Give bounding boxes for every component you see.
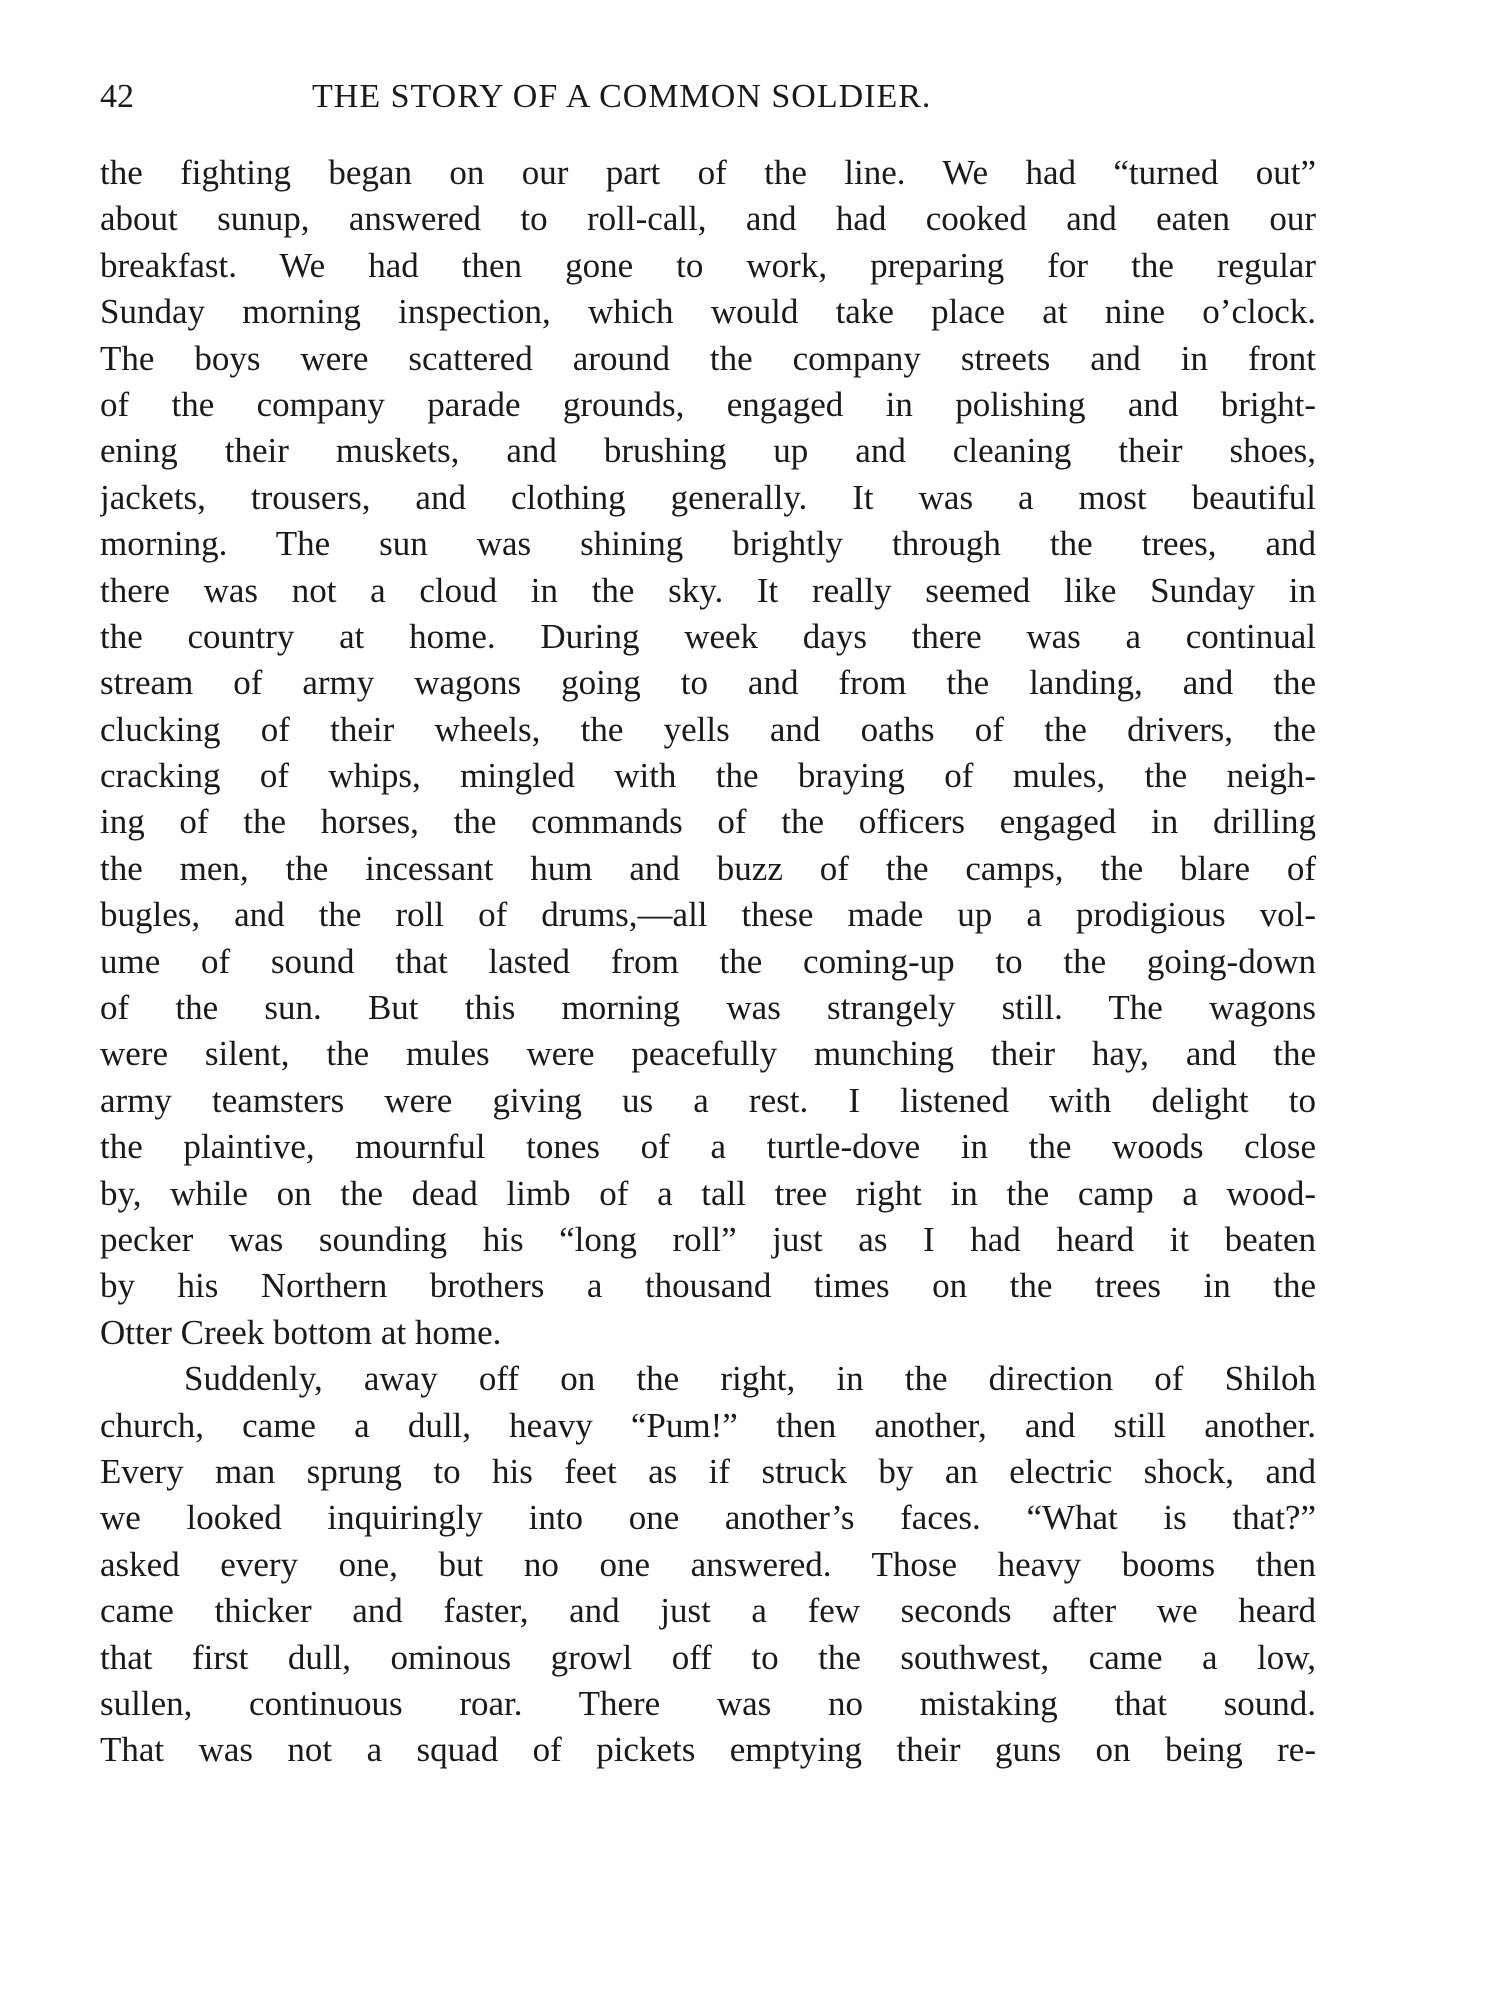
- text-line: Every man sprung to his feet as if struck by an electric shock, and: [100, 1451, 1316, 1491]
- text-line: asked every one, but no one answered. Those heavy booms then: [100, 1544, 1316, 1584]
- text-line: army teamsters were giving us a rest. I listened with delight to: [100, 1080, 1316, 1120]
- text-line: ing of the horses, the commands of the officers engaged in drilling: [100, 802, 1316, 842]
- text-line: pecker was sounding his “long roll” just as I had heard it beaten: [100, 1219, 1316, 1259]
- text-line: the men, the incessant hum and buzz of the camps, the blare of: [100, 848, 1316, 888]
- running-title: THE STORY OF A COMMON SOLDIER.: [312, 78, 932, 115]
- text-line: the country at home. During week days there was a continual: [100, 616, 1316, 656]
- text-line: morning. The sun was shining brightly through the trees, and: [100, 524, 1316, 564]
- text-line: clucking of their wheels, the yells and oaths of the drivers, the: [100, 709, 1316, 749]
- text-line: The boys were scattered around the company streets and in front: [100, 338, 1316, 378]
- text-line: by, while on the dead limb of a tall tree right in the camp a wood-: [100, 1173, 1316, 1213]
- text-line: of the sun. But this morning was strangely still. The wagons: [100, 988, 1316, 1028]
- text-line: came thicker and faster, and just a few seconds after we heard: [100, 1591, 1316, 1631]
- text-line-paragraph-end: Otter Creek bottom at home.: [100, 1312, 502, 1352]
- text-line: Sunday morning inspection, which would take place at nine o’clock.: [100, 292, 1316, 332]
- text-line: sullen, continuous roar. There was no mistaking that sound.: [100, 1683, 1316, 1723]
- text-line: jackets, trousers, and clothing generally. It was a most beautiful: [100, 477, 1316, 517]
- text-line: of the company parade grounds, engaged in polishing and bright-: [100, 384, 1316, 424]
- body-text: [100, 150, 1316, 1774]
- text-line: cracking of whips, mingled with the braying of mules, the neigh-: [100, 756, 1316, 796]
- text-line: we looked inquiringly into one another’s faces. “What is that?”: [100, 1498, 1316, 1538]
- text-line: ume of sound that lasted from the coming-up to the going-down: [100, 941, 1316, 981]
- text-line: about sunup, answered to roll-call, and had cooked and eaten our: [100, 199, 1316, 239]
- text-line: stream of army wagons going to and from the landing, and the: [100, 663, 1316, 703]
- running-head: [100, 72, 1316, 122]
- text-line-paragraph-start: Suddenly, away off on the right, in the direction of Shiloh: [184, 1359, 1316, 1399]
- text-line: church, came a dull, heavy “Pum!” then another, and still another.: [100, 1405, 1316, 1445]
- page-number: 42: [100, 78, 134, 115]
- text-line: were silent, the mules were peacefully munching their hay, and the: [100, 1034, 1316, 1074]
- text-line: there was not a cloud in the sky. It really seemed like Sunday in: [100, 570, 1316, 610]
- text-line: That was not a squad of pickets emptying their guns on being re-: [100, 1730, 1316, 1770]
- text-line: the plaintive, mournful tones of a turtle-dove in the woods close: [100, 1127, 1316, 1167]
- text-line: that first dull, ominous growl off to the southwest, came a low,: [100, 1637, 1316, 1677]
- text-line: bugles, and the roll of drums,—all these made up a prodigious vol-: [100, 895, 1316, 935]
- text-line: the fighting began on our part of the line. We had “turned out”: [100, 153, 1316, 192]
- text-line: by his Northern brothers a thousand times on the trees in the: [100, 1266, 1316, 1306]
- text-line: ening their muskets, and brushing up and cleaning their shoes,: [100, 431, 1316, 471]
- text-line: breakfast. We had then gone to work, preparing for the regular: [100, 245, 1316, 285]
